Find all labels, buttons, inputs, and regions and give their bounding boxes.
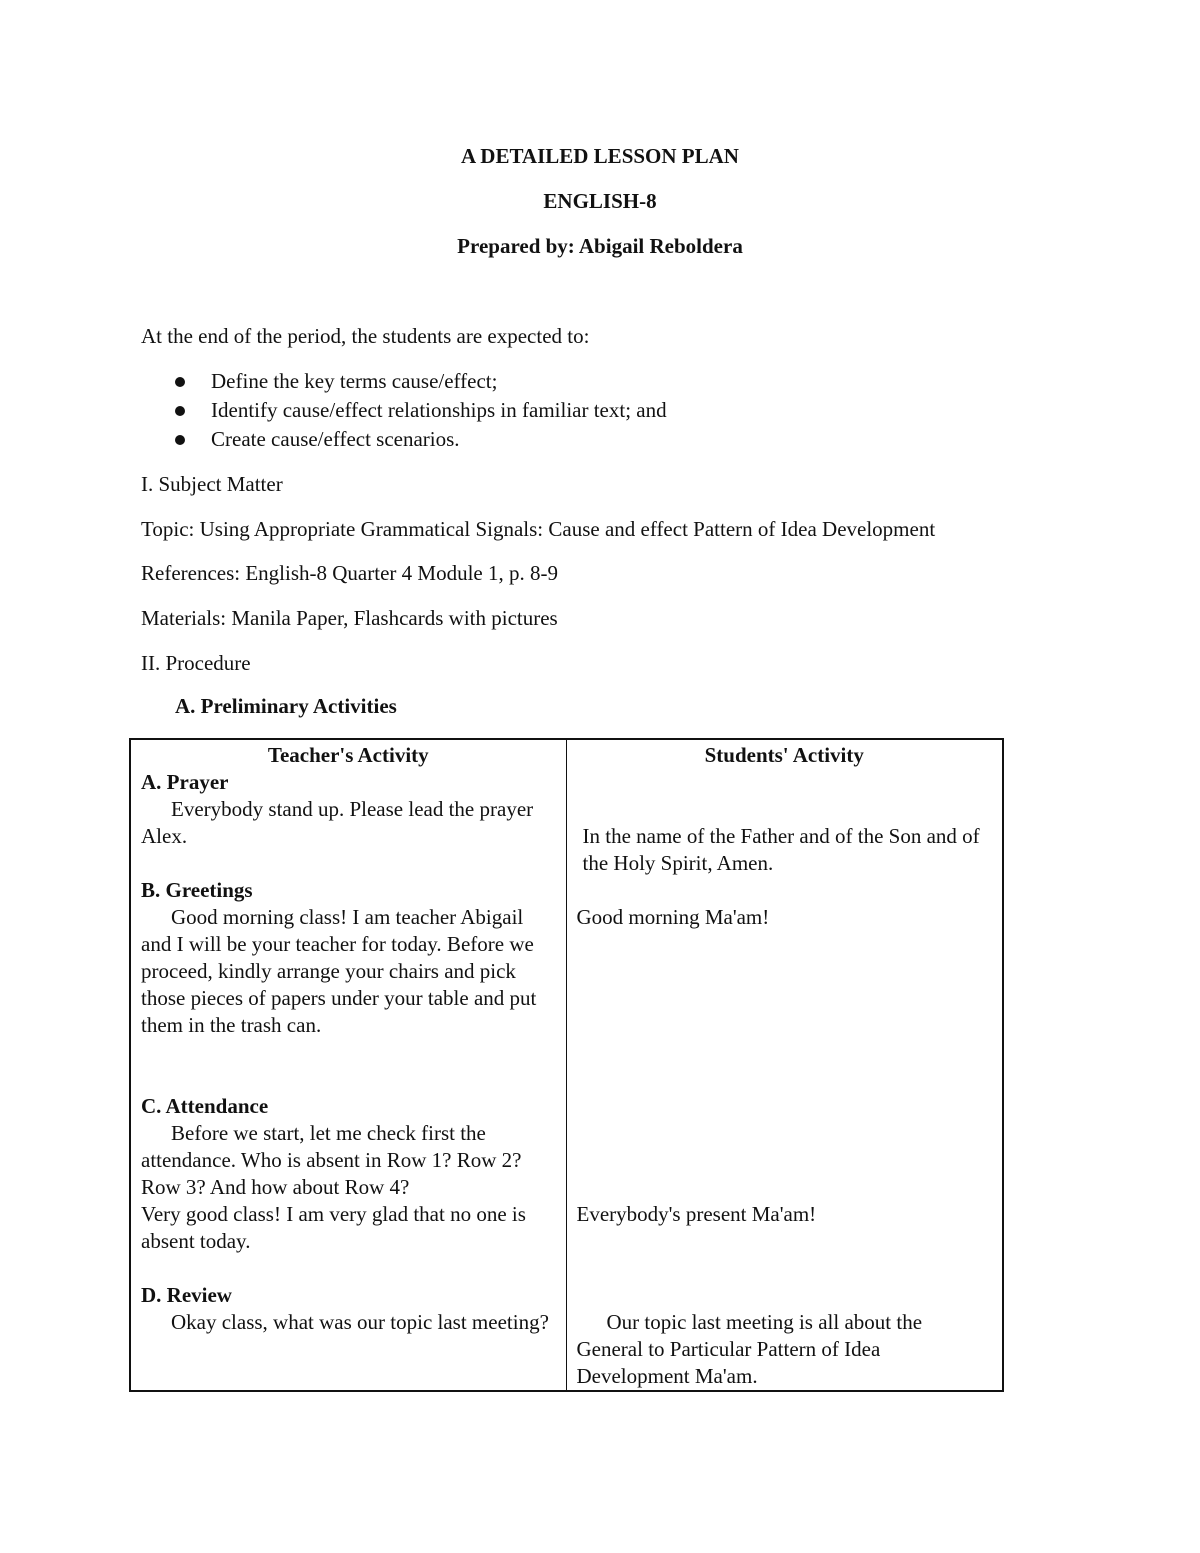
table-header-row — [130, 739, 1003, 769]
student-cell — [566, 769, 1003, 1391]
greetings-teacher-text: Good morning class! I am teacher Abigail and I will be your teacher for today. Before we proceed, kindly arrange your chairs and pick those pieces of papers under your table and put them in the trash can. — [141, 905, 537, 1037]
objectives-intro: At the end of the period, the students are expected to: — [141, 324, 590, 348]
students-activity-header: Students' Activity — [566, 739, 1003, 769]
table-row — [130, 769, 1003, 1391]
document-title: A DETAILED LESSON PLAN — [461, 144, 739, 168]
materials-line: Materials: Manila Paper, Flashcards with pictures — [141, 606, 558, 630]
attendance-teacher-text: Before we start, let me check first the attendance. Who is absent in Row 1? Row 2? Row 3? And how about Row 4? — [141, 1121, 522, 1199]
references-line: References: English-8 Quarter 4 Module 1, p. 8-9 — [141, 561, 558, 585]
bullet-icon — [175, 406, 185, 416]
prayer-student-text: In the name of the Father and of the Son and of the Holy Spirit, Amen. — [582, 824, 980, 875]
teacher-activity-header: Teacher's Activity — [130, 739, 566, 769]
topic-line: Topic: Using Appropriate Grammatical Signals: Cause and effect Pattern of Idea Development — [141, 517, 936, 541]
greetings-title: B. Greetings — [141, 878, 253, 902]
attendance-teacher-followup: Very good class! I am very glad that no one is absent today. — [141, 1202, 526, 1253]
list-item: Identify cause/effect relationships in familiar text; and — [141, 396, 667, 425]
prayer-teacher-text: Everybody stand up. Please lead the prayer Alex. — [141, 797, 534, 848]
list-item: Create cause/effect scenarios. — [141, 425, 667, 454]
teacher-cell — [130, 769, 566, 1391]
bullet-icon — [175, 377, 185, 387]
greetings-student-text: Good morning Ma'am! — [576, 905, 770, 929]
attendance-student-text: Everybody's present Ma'am! — [576, 1202, 817, 1226]
procedure-heading: II. Procedure — [141, 651, 251, 675]
prepared-by: Prepared by: Abigail Reboldera — [457, 234, 743, 258]
review-title: D. Review — [141, 1283, 232, 1307]
bullet-icon — [175, 435, 185, 445]
preliminary-activities-heading: A. Preliminary Activities — [175, 694, 397, 718]
list-item: Define the key terms cause/effect; — [141, 367, 667, 396]
review-teacher-text: Okay class, what was our topic last meeting? — [171, 1310, 549, 1334]
review-student-text: Our topic last meeting is all about the General to Particular Pattern of Idea Development Ma'am. — [576, 1310, 923, 1388]
objectives-list — [141, 367, 667, 454]
attendance-title: C. Attendance — [141, 1094, 269, 1118]
subject-matter-heading: I. Subject Matter — [141, 472, 283, 496]
prayer-title: A. Prayer — [141, 770, 229, 794]
subject-label: ENGLISH-8 — [543, 189, 657, 213]
activities-table — [129, 738, 1004, 1392]
